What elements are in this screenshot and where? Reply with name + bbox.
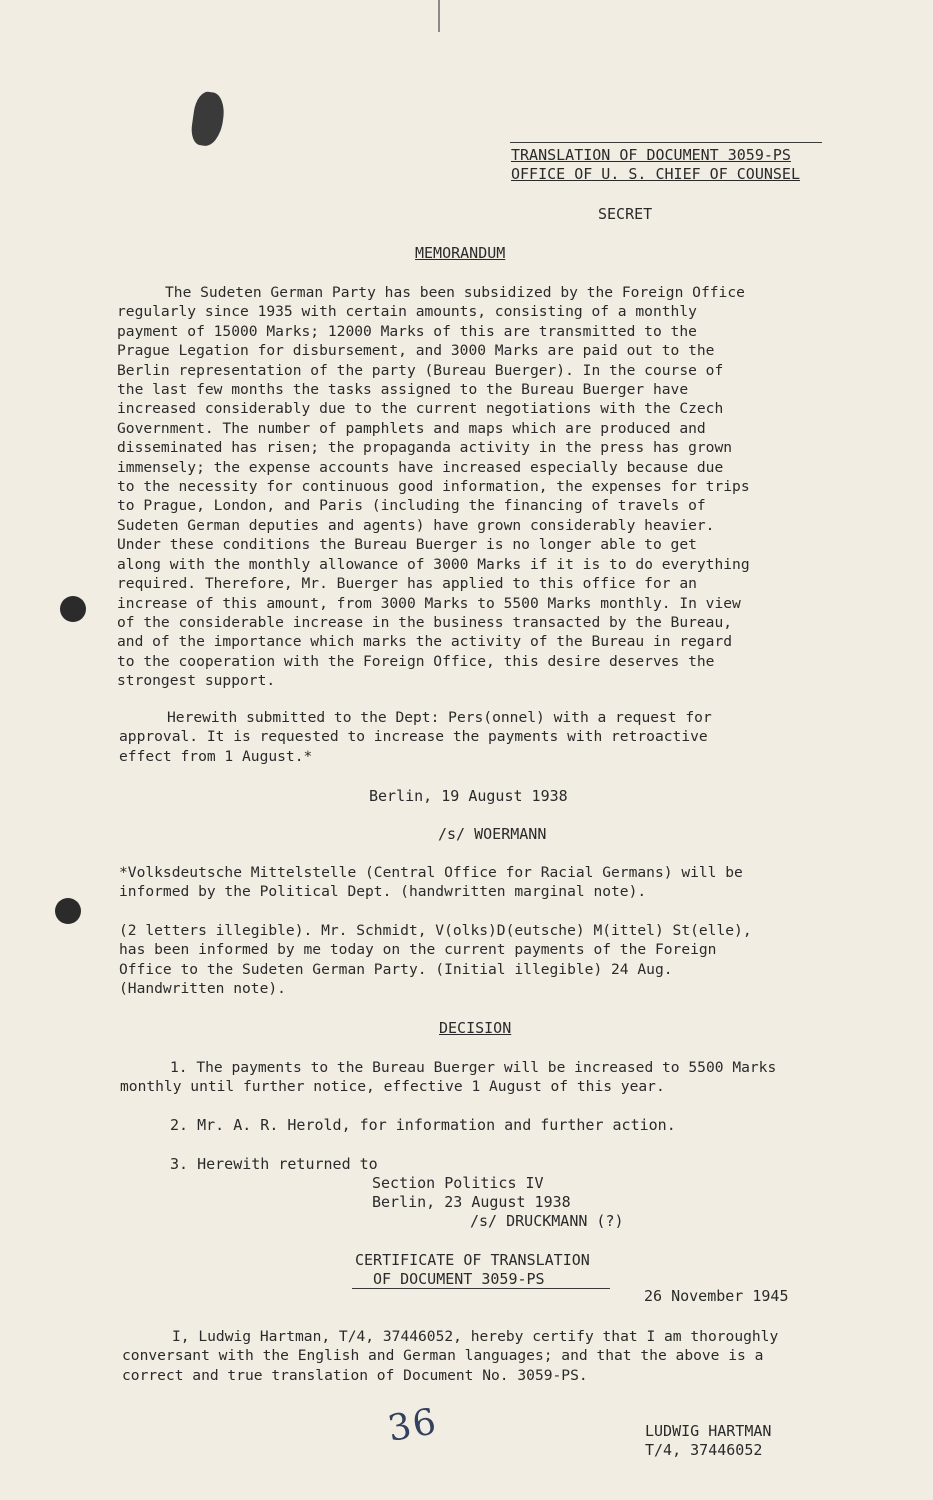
certificate-text: I, Ludwig Hartman, T/4, 37446052, hereby certify that I am thoroughly conversant with the English and German languages; and that the above is a correct and true translation of Document No. 3059-PS. xyxy=(122,1328,779,1384)
memo-title: MEMORANDUM xyxy=(415,244,506,262)
ink-blot-mark xyxy=(189,90,226,148)
signature-druckmann: /s/ DRUCKMANN (?) xyxy=(470,1212,624,1230)
top-edge-mark xyxy=(438,0,440,32)
body-paragraph-1: The Sudeten German Party has been subsidized by the Foreign Office regularly since 1935 with certain amounts, consisting of a monthly payment of 15000 Marks; 12000 Marks of this are transmitted to the Prague Legation for disbursement, and 3000 Marks are paid out to the Berlin representation of the party (Bureau Buerger). In the course of the last few months the tasks assigned to the Bureau Buerger have increased considerably due to the current negotiations with the Czech Government. The number of pamphlets and maps which are produced and disseminated has risen; the propaganda activity in the press has grown immensely; the expense accounts have increased especially because due to the necessity for continuous good information, the expenses for trips to Prague, London, and Paris (including the financing of travels of Sudeten German deputies and agents) have grown considerably heavier. Under these conditions the Bureau Buerger is no longer able to get along with the monthly allowance of 3000 Marks if it is to do everything required. Therefore, Mr. Buerger has applied to this office for an increase of this amount, from 3000 Marks to 5500 Marks monthly. In view of the considerable increase in the business transacted by the Bureau, and of the importance which marks the activity of the Bureau in regard to the cooperation with the Foreign Office, this desire deserves the strongest support. xyxy=(117,284,750,690)
handwritten-page-number: 36 xyxy=(384,1400,441,1451)
decision-title: DECISION xyxy=(439,1019,512,1037)
place-date: Berlin, 19 August 1938 xyxy=(369,787,568,805)
certificate-rule xyxy=(352,1288,610,1289)
translator-name: LUDWIG HARTMAN xyxy=(645,1422,772,1440)
decision-date: Berlin, 23 August 1938 xyxy=(372,1193,571,1211)
signature-woermann: /s/ WOERMANN xyxy=(438,825,547,843)
classification: SECRET xyxy=(598,205,653,223)
body-paragraph-2: Herewith submitted to the Dept: Pers(onnel) with a request for approval. It is requested to increase the payments with retroactive effect from 1 August.* xyxy=(119,709,712,765)
header-rule xyxy=(510,142,822,143)
decision-item-2: 2. Mr. A. R. Herold, for information and further action. xyxy=(170,1116,676,1134)
decision-item-1: 1. The payments to the Bureau Buerger will be increased to 5500 Marks monthly until further notice, effective 1 August of this year. xyxy=(120,1059,777,1096)
decision-item-3: 3. Herewith returned to xyxy=(170,1155,378,1173)
marginal-note-1: *Volksdeutsche Mittelstelle (Central Office for Racial Germans) will be informed by the Political Dept. (handwritten marginal note). xyxy=(119,864,743,901)
certificate-title-1: CERTIFICATE OF TRANSLATION xyxy=(355,1251,590,1269)
returned-to: Section Politics IV xyxy=(372,1174,544,1192)
marginal-note-2: (2 letters illegible). Mr. Schmidt, V(olks)D(eutsche) M(ittel) St(elle), has been informed by me today on the current payments of the Foreign Office to the Sudeten German Party. (Initial illegible) 24 Aug. (Handwritten note). xyxy=(119,922,752,998)
header-line-1: TRANSLATION OF DOCUMENT 3059-PS xyxy=(511,146,791,164)
certificate-title-2: OF DOCUMENT 3059-PS xyxy=(373,1270,545,1288)
punch-hole xyxy=(55,898,81,924)
punch-hole xyxy=(60,596,86,622)
header-line-2: OFFICE OF U. S. CHIEF OF COUNSEL xyxy=(511,165,800,183)
certificate-date: 26 November 1945 xyxy=(644,1287,789,1305)
translator-rank: T/4, 37446052 xyxy=(645,1441,763,1459)
